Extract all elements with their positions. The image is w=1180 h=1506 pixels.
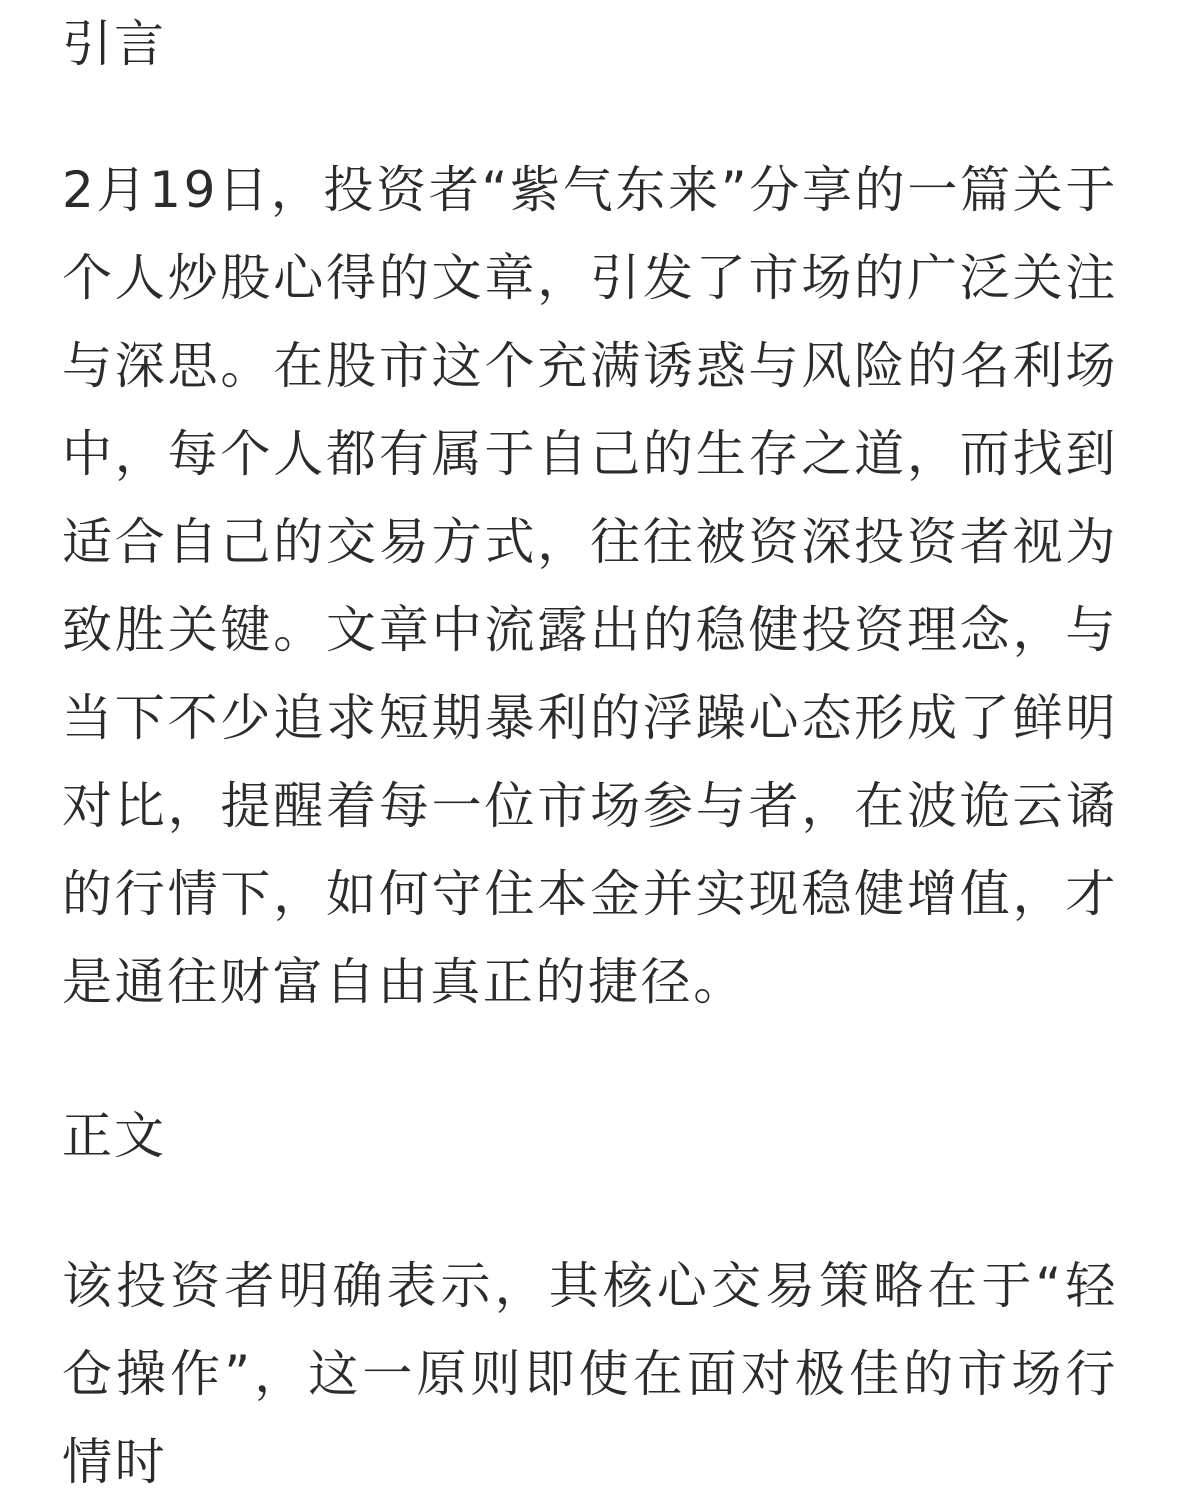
body-heading: 正文 xyxy=(62,1107,166,1165)
article xyxy=(62,0,1118,1506)
body-paragraph: 该投资者明确表示，其核心交易策略在于“轻仓操作”，这一原则即使在面对极佳的市场行情时 xyxy=(62,1257,1118,1491)
intro-paragraph: 2月19日，投资者“紫气东来”分享的一篇关于个人炒股心得的文章，引发了市场的广泛关注与深思。在股市这个充满诱惑与风险的名利场中，每个人都有属于自己的生存之道，而找到适合自己的交易方式，往往被资深投资者视为致胜关键。文章中流露出的稳健投资理念，与当下不少追求短期暴利的浮躁心态形成了鲜明对比，提醒着每一位市场参与者，在波诡云谲的行情下，如何守住本金并实现稳健增值，才是通往财富自由真正的捷径。 xyxy=(62,161,1118,1011)
intro-heading: 引言 xyxy=(62,15,166,73)
